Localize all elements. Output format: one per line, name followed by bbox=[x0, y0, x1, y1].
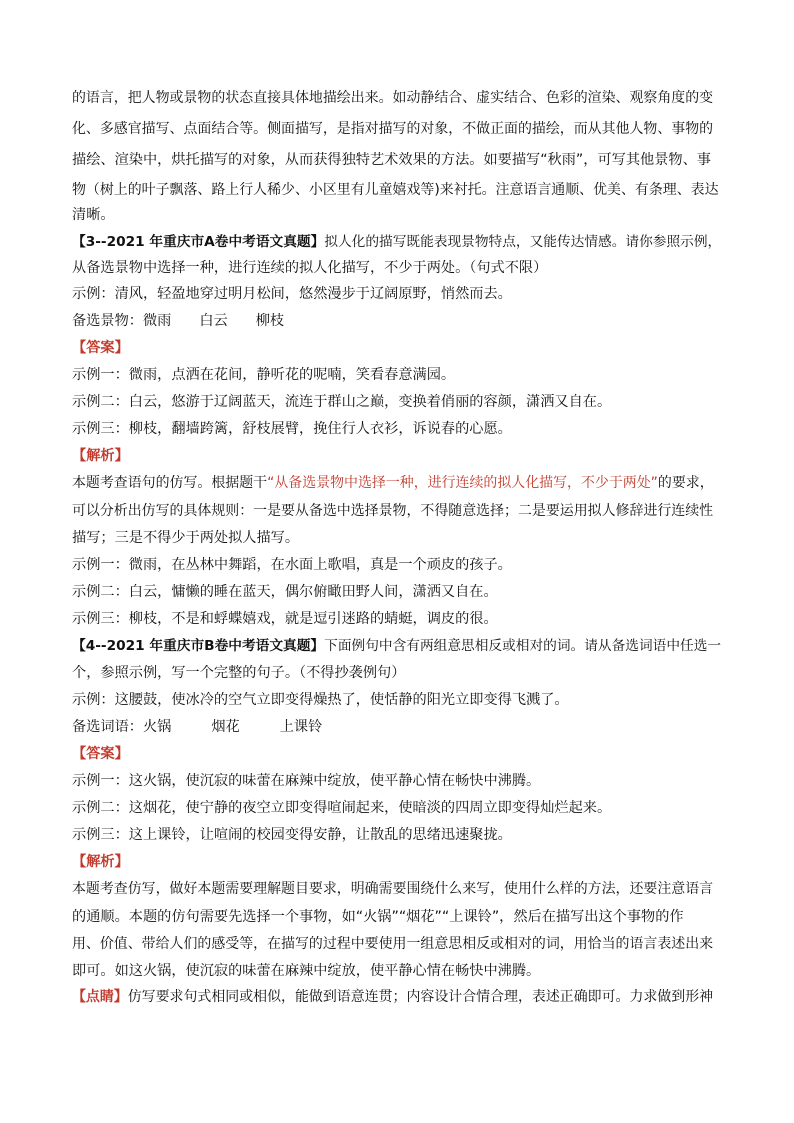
q3-option-1: 微雨 bbox=[142, 313, 172, 329]
q4-answer-2: 示例二：这烟花，使宁静的夜空立即变得喧闹起来，使暗淡的四周立即变得灿烂起来。 bbox=[72, 800, 612, 816]
q3-example: 示例：清风，轻盈地穿过明月松间，悠然漫步于辽阔原野，悄然而去。 bbox=[72, 286, 512, 302]
q4-analysis-tag: 【解析】 bbox=[72, 854, 129, 870]
q3-analysis-example-1: 示例一：微雨，在丛林中舞蹈，在水面上歌唱，真是一个顽皮的孩子。 bbox=[72, 557, 512, 573]
q3-title: 【3--2021 年重庆市A卷中考语文真题】 bbox=[72, 234, 325, 250]
q4-analysis-line-2: 的通顺。本题的仿句需要先选择一个事物，如“火锅”“烟花”“上课铃”，然后在描写出这个事物的作 bbox=[72, 909, 684, 925]
intro-line-5: 清晰。 bbox=[72, 207, 115, 223]
q4-answer-tag: 【答案】 bbox=[72, 746, 129, 762]
q3-analysis-example-2: 示例二：白云，慵懒的睡在蓝天，偶尔俯瞰田野人间，潇洒又自在。 bbox=[72, 584, 498, 600]
intro-line-1: 的语言，把人物或景物的状态直接具体地描绘出来。如动静结合、虚实结合、色彩的渲染、观察角度的变 bbox=[72, 90, 714, 106]
q3-analysis-line-2: 可以分析出仿写的具体规则：一是要从备选中选择景物，不得随意选择；二是要运用拟人修辞进行连续性 bbox=[72, 503, 714, 519]
q3-option-2: 白云 bbox=[199, 313, 228, 329]
q3-options-label: 备选景物： bbox=[72, 313, 143, 329]
q3-analysis-pre: 本题考查语句的仿写。根据题干 bbox=[72, 475, 268, 491]
q4-analysis-line-1: 本题考查仿写，做好本题需要理解题目要求，明确需要围绕什么来写，使用什么样的方法，还要注意语言 bbox=[72, 881, 714, 897]
q3-analysis-quote: “从备选景物中选择一种，进行连续的拟人化描写，不少于两处” bbox=[267, 475, 658, 491]
q4-tip-text: 仿写要求句式相同或相似，能做到语意连贯；内容设计合情合理，表述正确即可。力求做到形神 bbox=[127, 989, 714, 1005]
q4-option-1: 火锅 bbox=[142, 719, 172, 735]
q4-tip-tag: 【点睛】 bbox=[72, 989, 128, 1005]
intro-line-3: 描绘、渲染中，烘托描写的对象，从而获得独特艺术效果的方法。如要描写“秋雨”，可写其他景物、事 bbox=[72, 152, 711, 168]
q3-stem-line-1 bbox=[72, 232, 721, 252]
q3-analysis-example-3: 示例三：柳枝，不是和蜉蝶嬉戏，就是逗引迷路的蜻蜓，调皮的很。 bbox=[72, 611, 498, 627]
q3-answer-3: 示例三：柳枝，翻墙跨篱，舒枝展臂，挽住行人衣衫，诉说春的心愿。 bbox=[72, 421, 512, 437]
q4-example: 示例：这腰鼓，使冰冷的空气立即变得燥热了，使恬静的阳光立即变得飞溅了。 bbox=[72, 692, 569, 708]
q4-stem-line-1 bbox=[72, 636, 721, 656]
q4-option-3: 上课铃 bbox=[279, 719, 323, 735]
q4-option-2: 烟花 bbox=[211, 719, 240, 735]
intro-line-4: 物（树上的叶子飘落、路上行人稀少、小区里有儿童嬉戏等)来衬托。注意语言通顺、优美、有条理、表达 bbox=[72, 182, 719, 198]
q4-answer-1: 示例一：这火锅，使沉寂的味蕾在麻辣中绽放，使平静心情在畅快中沸腾。 bbox=[72, 773, 541, 789]
q3-options bbox=[72, 311, 284, 331]
q4-analysis-line-4: 即可。如这火锅，使沉寂的味蕾在麻辣中绽放，使平静心情在畅快中沸腾。 bbox=[72, 963, 541, 979]
q3-stem-line-2: 从备选景物中选择一种，进行连续的拟人化描写，不少于两处。（句式不限） bbox=[72, 260, 548, 276]
q3-analysis-post: 的要求， bbox=[657, 475, 714, 491]
q3-analysis-line-1 bbox=[72, 473, 714, 493]
q4-options bbox=[72, 717, 322, 737]
intro-line-2: 化、多感官描写、点面结合等。侧面描写，是指对描写的对象，不做正面的描绘，而从其他人物、事物的 bbox=[72, 121, 714, 137]
q4-tip-line bbox=[72, 987, 713, 1007]
q3-analysis-tag: 【解析】 bbox=[72, 448, 129, 464]
q4-stem-text-1: 下面例句中含有两组意思相反或相对的词。请从备选词语中任选一 bbox=[324, 638, 722, 654]
q4-analysis-line-3: 用、价值、带给人们的感受等，在描写的过程中要使用一组意思相反或相对的词，用恰当的语言表述出来 bbox=[72, 936, 714, 952]
q4-options-label: 备选词语： bbox=[72, 719, 143, 735]
q4-answer-3: 示例三：这上课铃，让喧闹的校园变得安静，让散乱的思绪迅速聚拢。 bbox=[72, 827, 512, 843]
q3-analysis-line-3: 描写；三是不得少于两处拟人描写。 bbox=[72, 530, 300, 546]
q3-answer-tag: 【答案】 bbox=[72, 340, 129, 356]
q4-title: 【4--2021 年重庆市B卷中考语文真题】 bbox=[72, 638, 325, 654]
q3-answer-2: 示例二：白云，悠游于辽阔蓝天，流连于群山之巅，变换着俏丽的容颜，潇洒又自在。 bbox=[72, 394, 612, 410]
q3-answer-1: 示例一：微雨，点洒在花间，静听花的呢喃，笑看春意满园。 bbox=[72, 367, 456, 383]
q4-stem-line-2: 个，参照示例，写一个完整的句子。（不得抄袭例句） bbox=[72, 665, 406, 681]
q3-stem-text-1: 拟人化的描写既能表现景物特点，又能传达情感。请你参照示例， bbox=[324, 234, 722, 250]
q3-option-3: 柳枝 bbox=[255, 313, 285, 329]
